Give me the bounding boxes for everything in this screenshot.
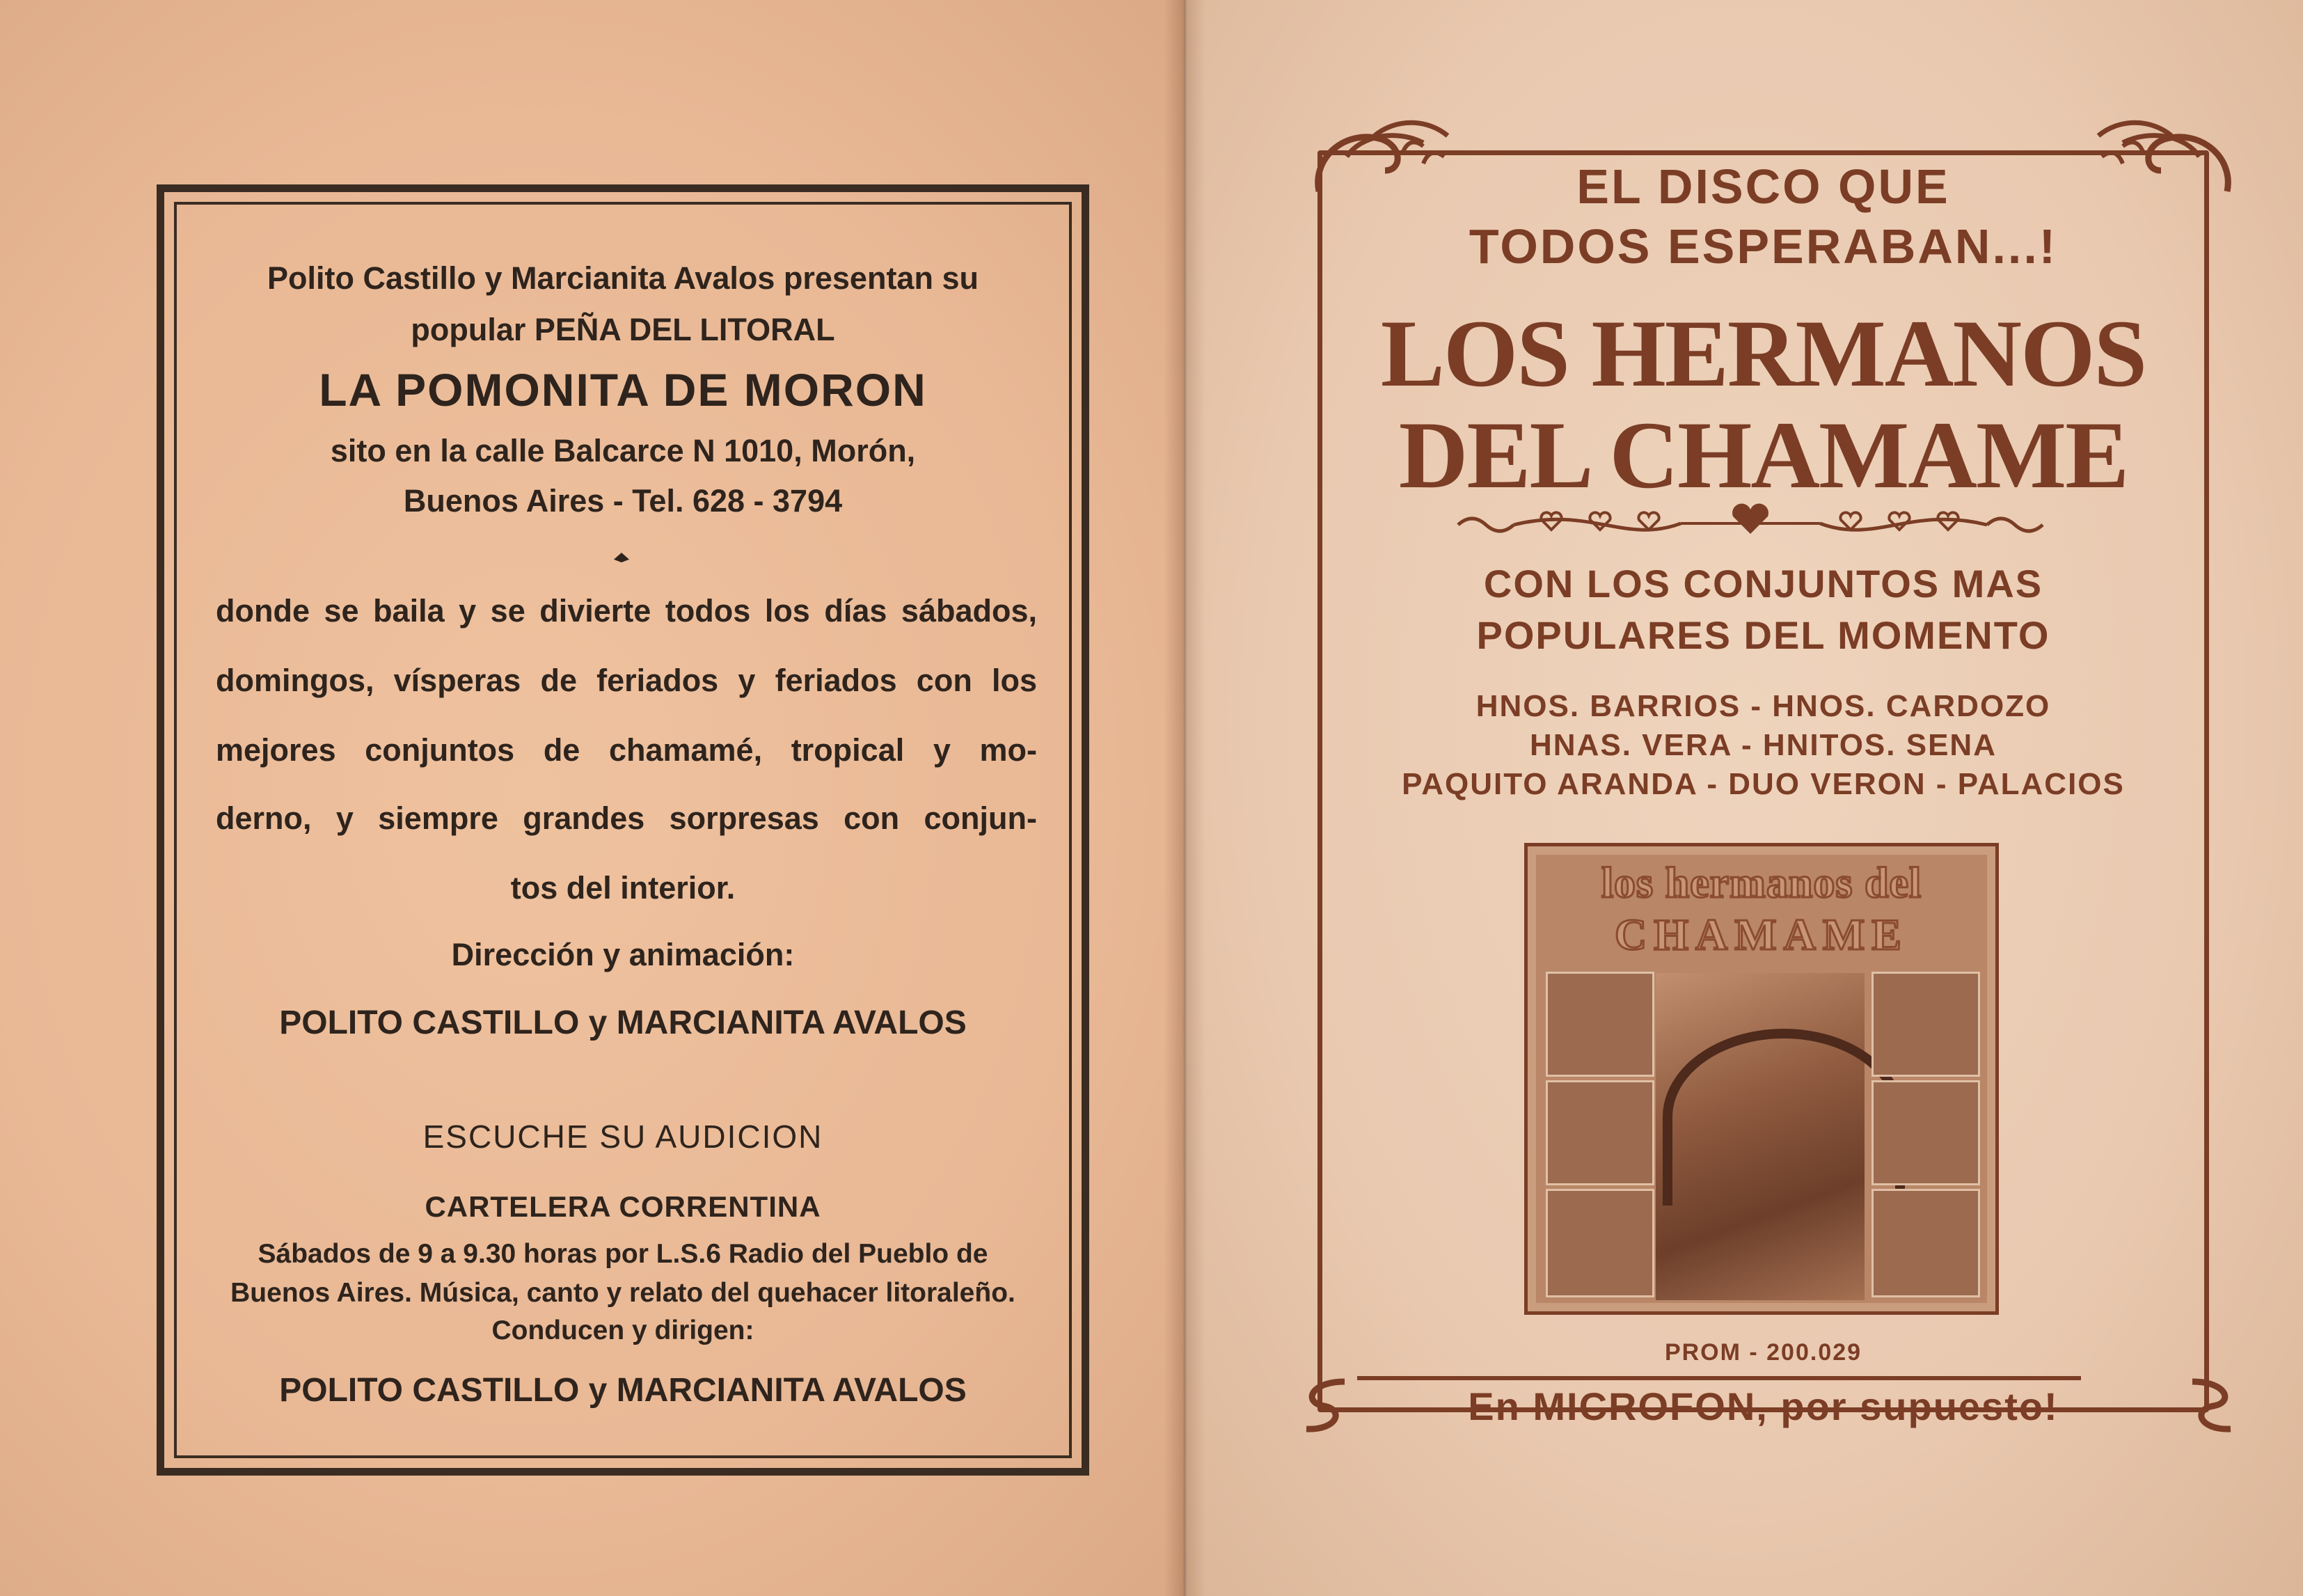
title-line-2: DEL CHAMAME [1398, 402, 2128, 508]
catalog-number: PROM - 200.029 [1664, 1339, 1862, 1366]
album-photo-3 [1546, 1189, 1654, 1297]
headline-line-2: TODOS ESPERABAN...! [1469, 219, 2058, 274]
album-center-photo [1656, 973, 1865, 1300]
bottom-rule [1357, 1376, 2081, 1380]
direction-names: POLITO CASTILLO y MARCIANITA AVALOS [279, 1004, 967, 1041]
body-line-5: tos del interior. [510, 870, 736, 906]
program-name: CARTELERA CORRENTINA [425, 1190, 821, 1223]
venue-name: LA POMONITA DE MORON [319, 364, 927, 416]
address-line-2: Buenos Aires - Tel. 628 - 3794 [403, 483, 843, 519]
heart-divider-ornament [1451, 503, 2050, 544]
album-photo-1 [1546, 972, 1654, 1077]
body-line-1: donde se baila y se divierte todos los días sábados, [216, 593, 1037, 629]
body-line-2: domingos, vísperas de feriados y feriados con los [216, 663, 1037, 698]
artists-line-2: HNAS. VERA - HNITOS. SENA [1530, 728, 1997, 762]
album-cover [1524, 843, 1999, 1315]
listen-heading: ESCUCHE SU AUDICION [422, 1119, 823, 1155]
artists-line-3: PAQUITO ARANDA - DUO VERON - PALACIOS [1402, 767, 2125, 801]
subtitle-line-1: CON LOS CONJUNTOS MAS [1483, 562, 2043, 606]
hosts-names: POLITO CASTILLO y MARCIANITA AVALOS [279, 1372, 967, 1409]
title-line-1: LOS HERMANOS [1380, 300, 2146, 406]
tagline: En MICROFON, por supuesto! [1468, 1384, 2059, 1428]
album-photo-6 [1871, 1189, 1980, 1297]
album-title-line-1: los hermanos del [1601, 860, 1922, 907]
program-line-3: Conducen y dirigen: [491, 1315, 754, 1345]
intro-line-2: popular PEÑA DEL LITORAL [411, 312, 835, 347]
album-photo-4 [1871, 972, 1980, 1077]
program-line-1: Sábados de 9 a 9.30 horas por L.S.6 Radio del Pueblo de [258, 1239, 988, 1269]
album-title-line-2: CHAMAME [1615, 910, 1908, 959]
album-photo-5 [1871, 1080, 1980, 1185]
intro-line-1: Polito Castillo y Marcianita Avalos presentan su [267, 260, 979, 296]
direction-label: Dirección y animación: [451, 937, 795, 972]
headline-line-1: EL DISCO QUE [1576, 159, 1950, 214]
artists-line-1: HNOS. BARRIOS - HNOS. CARDOZO [1475, 689, 2051, 723]
subtitle-line-2: POPULARES DEL MOMENTO [1476, 613, 2050, 657]
album-photo-2 [1546, 1080, 1654, 1185]
body-line-4: derno, y siempre grandes sorpresas con conjun- [216, 800, 1037, 836]
body-line-3: mejores conjuntos de chamamé, tropical y mo- [216, 732, 1037, 768]
album-arch-shape [1663, 1029, 1905, 1206]
page-gutter [1164, 0, 1205, 1596]
address-line-1: sito en la calle Balcarce N 1010, Morón, [330, 433, 916, 468]
album-cover-art [1536, 855, 1987, 1303]
program-line-2: Buenos Aires. Música, canto y relato del quehacer litoraleño. [230, 1278, 1015, 1308]
